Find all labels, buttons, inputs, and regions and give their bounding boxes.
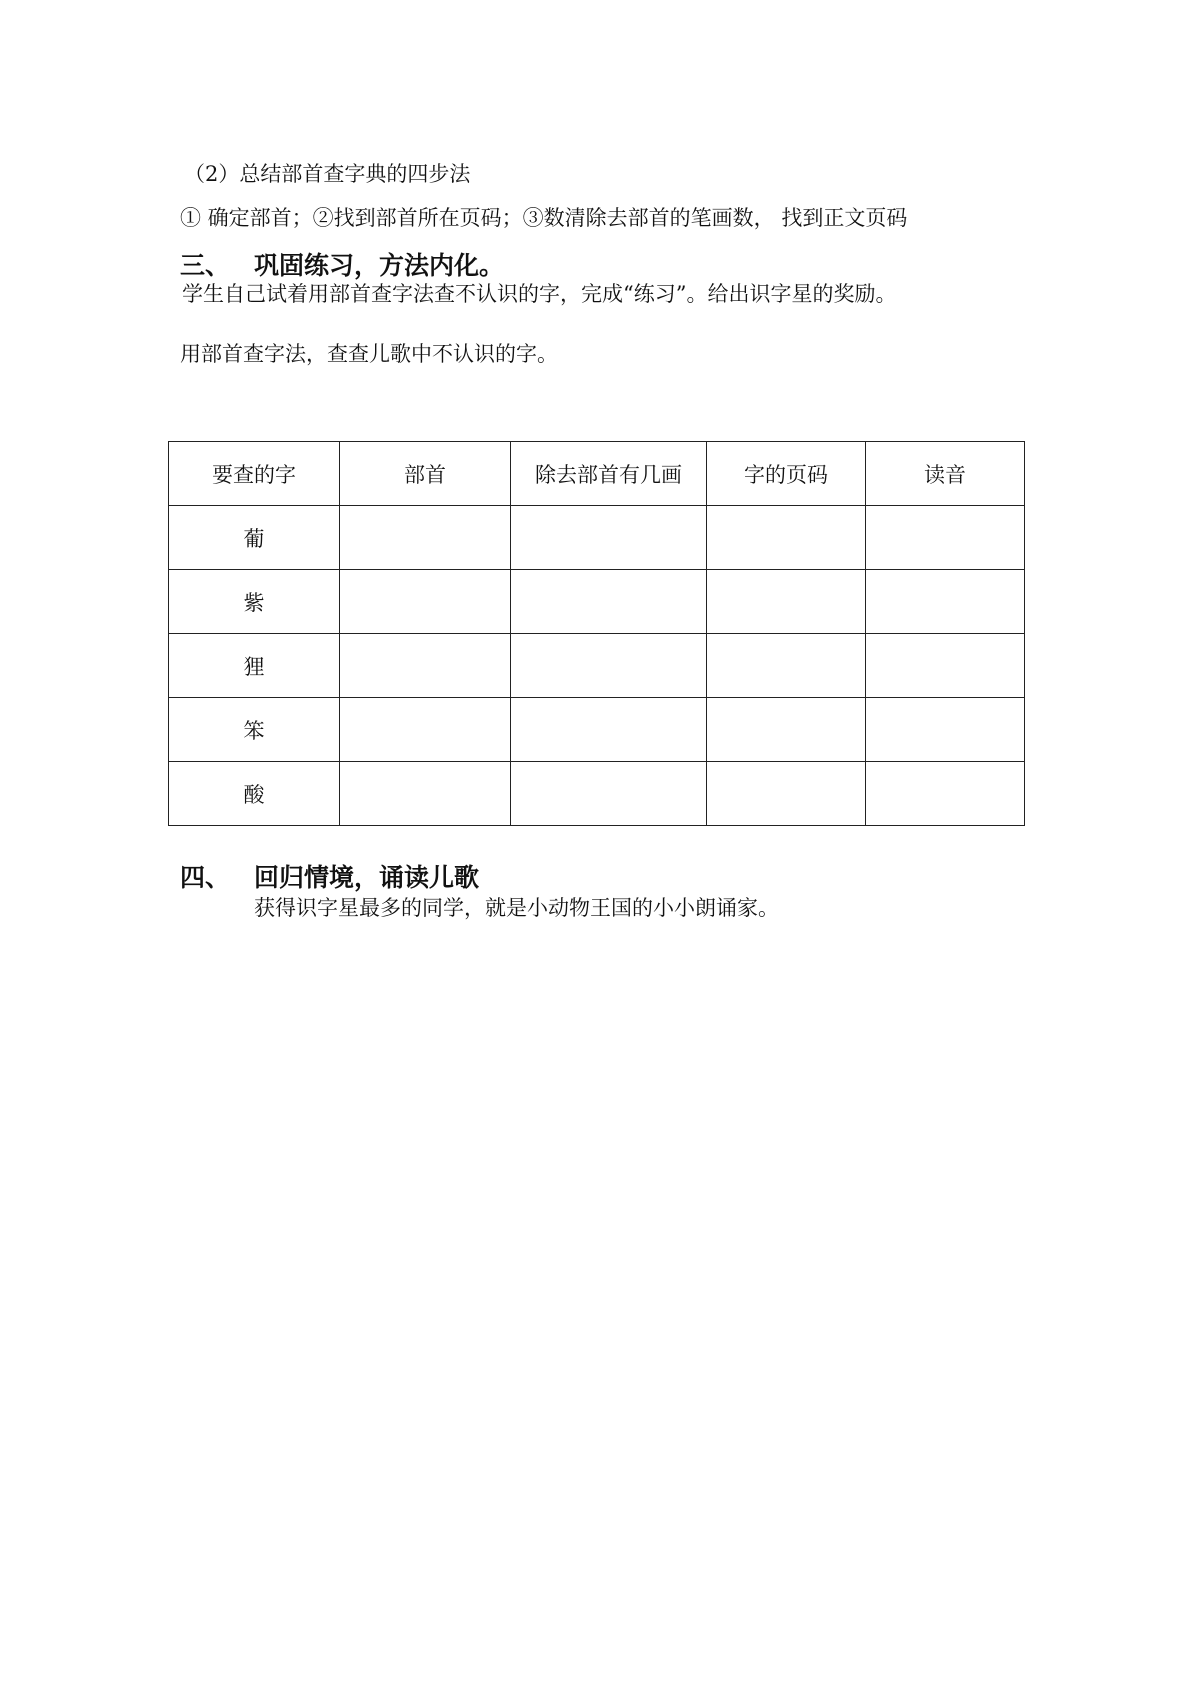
cell-pronunciation[interactable]	[866, 506, 1025, 570]
lookup-table	[168, 441, 1025, 826]
cell-stroke-count[interactable]	[511, 506, 707, 570]
cell-page-number[interactable]	[707, 634, 866, 698]
header-stroke-count: 除去部首有几画	[511, 442, 707, 506]
header-page-number: 字的页码	[707, 442, 866, 506]
cell-radical[interactable]	[340, 570, 511, 634]
table-row	[169, 698, 1025, 762]
exercise-prompt: 用部首查字法，查查儿歌中不认识的字。	[180, 342, 558, 366]
instruction-text: 学生自己试着用部首查字法查不认识的字，完成“练习”。给出识字星的奖励。	[182, 282, 897, 306]
cell-radical[interactable]	[340, 506, 511, 570]
cell-radical[interactable]	[340, 634, 511, 698]
cell-page-number[interactable]	[707, 762, 866, 826]
cell-pronunciation[interactable]	[866, 634, 1025, 698]
cell-stroke-count[interactable]	[511, 762, 707, 826]
cell-page-number[interactable]	[707, 698, 866, 762]
table-row	[169, 634, 1025, 698]
cell-character: 笨	[169, 698, 340, 762]
cell-pronunciation[interactable]	[866, 570, 1025, 634]
cell-stroke-count[interactable]	[511, 570, 707, 634]
table-row	[169, 570, 1025, 634]
header-pronunciation: 读音	[866, 442, 1025, 506]
cell-page-number[interactable]	[707, 506, 866, 570]
cell-pronunciation[interactable]	[866, 762, 1025, 826]
closing-text: 获得识字星最多的同学，就是小动物王国的小小朗诵家。	[254, 896, 779, 920]
cell-page-number[interactable]	[707, 570, 866, 634]
section-3-heading	[180, 246, 504, 282]
step-title: （2）总结部首查字典的四步法	[184, 162, 471, 186]
section-3-number: 三、	[180, 251, 231, 280]
cell-character: 紫	[169, 570, 340, 634]
section-4-number: 四、	[180, 863, 231, 892]
cell-radical[interactable]	[340, 762, 511, 826]
header-radical: 部首	[340, 442, 511, 506]
cell-radical[interactable]	[340, 698, 511, 762]
section-3-title: 巩固练习，方法内化。	[254, 251, 505, 280]
cell-stroke-count[interactable]	[511, 634, 707, 698]
table-row	[169, 506, 1025, 570]
table-header-row	[169, 442, 1025, 506]
table-row	[169, 762, 1025, 826]
header-character: 要查的字	[169, 442, 340, 506]
section-4-heading	[180, 858, 479, 894]
cell-character: 狸	[169, 634, 340, 698]
four-steps-text: ① 确定部首；②找到部首所在页码；③数清除去部首的笔画数， 找到正文页码	[180, 206, 908, 230]
section-4-title: 回归情境，诵读儿歌	[254, 863, 480, 892]
cell-stroke-count[interactable]	[511, 698, 707, 762]
cell-pronunciation[interactable]	[866, 698, 1025, 762]
cell-character: 酸	[169, 762, 340, 826]
cell-character: 葡	[169, 506, 340, 570]
